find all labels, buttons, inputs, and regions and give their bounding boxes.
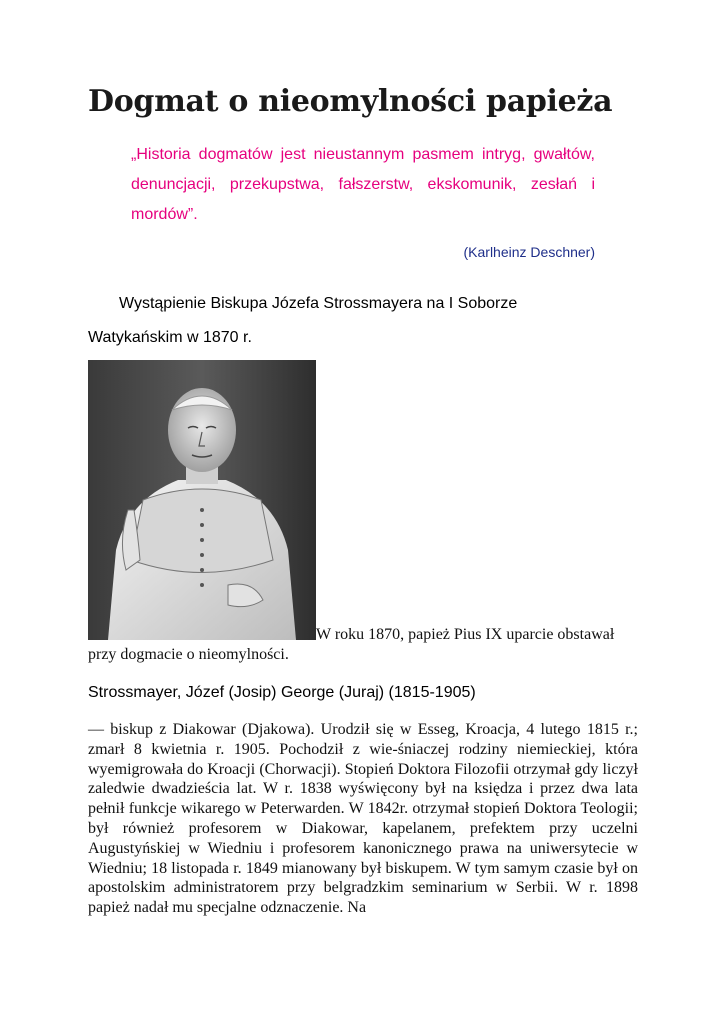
- quote-author: (Karlheinz Deschner): [463, 244, 595, 260]
- image-caption-line-2: przy dogmacie o nieomylności.: [88, 646, 289, 663]
- image-caption-line-1: W roku 1870, papież Pius IX uparcie obstawał: [316, 626, 615, 643]
- page-title: Dogmat o nieomylności papieża: [88, 84, 613, 119]
- subtitle-line-2: Watykańskim w 1870 r.: [88, 329, 252, 346]
- portrait-engraving-icon: [88, 360, 316, 640]
- bio-text: — biskup z Diakowar (Djakowa). Urodził się w Esseg, Kroacja, 4 lutego 1815 r.; zmarł 8 kwietnia r. 1905. Pochodził z wie-śniaczej rodziny niemieckiej, która wyemigrowała do Kroacji (Chorwacji). Stopień Doktora Filozofii otrzymał gdy liczył zaledwie dwadzieścia lat. W r. 1838 wyświęcony był na księdza i przez dwa lata pełnił funkcje wikarego w Peterwarden. W 1842r. otrzymał stopień Doktora Teologii; był również profesorem w Diakowar, kapelanem, prefektem przy uczelni Augustyńskiej w Wiedniu i profesorem kanonicznego prawa na uniwersytecie w Wiedniu; 18 listopada r. 1849 mianowany był biskupem. W tym samym czasie był on apostolskim administratorem przy belgradzkim seminarium w Serbii. W r. 1898 papież nadał mu specjalne odznaczenie. Na: [88, 721, 638, 917]
- subtitle-line-1: Wystąpienie Biskupa Józefa Strossmayera na I Soborze: [119, 295, 518, 312]
- section-subtitle: [88, 287, 688, 355]
- bio-heading: Strossmayer, Józef (Josip) George (Juraj) (1815-1905): [88, 684, 476, 701]
- epigraph-quote: „Historia dogmatów jest nieustannym pasmem intryg, gwałtów, denuncjacji, przekupstwa, fałszerstw, ekskomunik, zesłań i mordów”.: [131, 146, 595, 223]
